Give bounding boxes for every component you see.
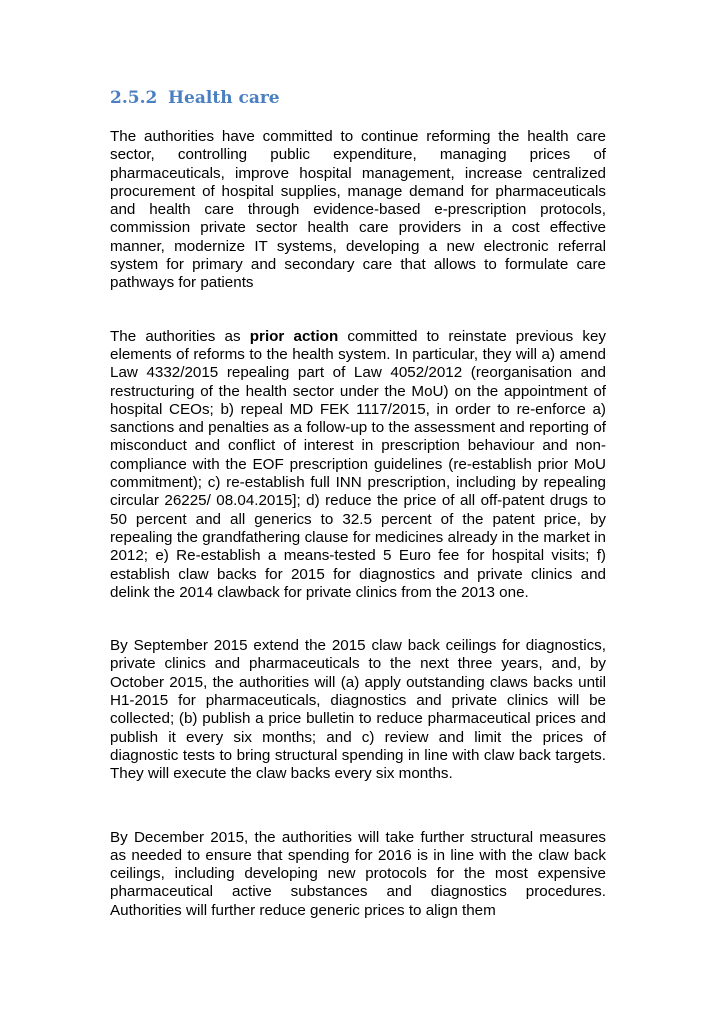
prior-action-emphasis: prior action: [249, 327, 339, 345]
document-page: [110, 86, 606, 920]
paragraph-prior-action: [110, 328, 606, 602]
paragraph-health-reform-commitments: The authorities have committed to continue reforming the health care sector, controlling public expenditure, managing prices of pharmaceuticals, improve hospital management, increase centralized procurement of hospital supplies, manage demand for pharmaceuticals and health care through evidence-based e-prescription protocols, commission private sector health care providers in a cost effective manner, modernize IT systems, developing a new electronic referral system for primary and secondary care that allows to formulate care pathways for patients: [110, 128, 606, 292]
section-heading: [110, 86, 606, 110]
prior-action-intro: The authorities as: [110, 327, 250, 345]
prior-action-body: committed to reinstate previous key elements of reforms to the health system. In particular, they will a) amend Law 4332/2015 repealing part of Law 4052/2012 (reorganisation and restructuring of the health sector under the MoU) on the appointment of hospital CEOs; b) repeal MD FEK 1117/2015, in order to re-enforce a) sanctions and penalties as a follow-up to the assessment and reporting of misconduct and conflict of interest in prescription behaviour and non-compliance with the EOF prescription guidelines (re-establish prior MoU commitment); c) re-establish full INN prescription, including by repealing circular 26225/ 08.04.2015]; d) reduce the price of all off-patent drugs to 50 percent and all generics to 32.5 percent of the patent price, by repealing the grandfathering clause for medicines already in the market in 2012; e) Re-establish a means-tested 5 Euro fee for hospital visits; f) establish claw backs for 2015 for diagnostics and private clinics and delink the 2014 clawback for private clinics from the 2013 one.: [110, 327, 606, 601]
paragraph-september-2015: By September 2015 extend the 2015 claw back ceilings for diagnostics, private clinics and pharmaceuticals to the next three years, and, by October 2015, the authorities will (a) apply outstanding claws backs until H1-2015 for pharmaceuticals, diagnostics and private clinics will be collected; (b) publish a price bulletin to reduce pharmaceutical prices and publish it every six months; and c) review and limit the prices of diagnostic tests to bring structural spending in line with claw back targets. They will execute the claw backs every six months.: [110, 637, 606, 783]
section-number: 2.5.2: [110, 88, 158, 108]
paragraph-december-2015: By December 2015, the authorities will take further structural measures as needed to ensure that spending for 2016 is in line with the claw back ceilings, including developing new protocols for the most expensive pharmaceutical active substances and diagnostics procedures. Authorities will further reduce generic prices to align them: [110, 828, 606, 919]
section-title: Health care: [168, 88, 280, 108]
